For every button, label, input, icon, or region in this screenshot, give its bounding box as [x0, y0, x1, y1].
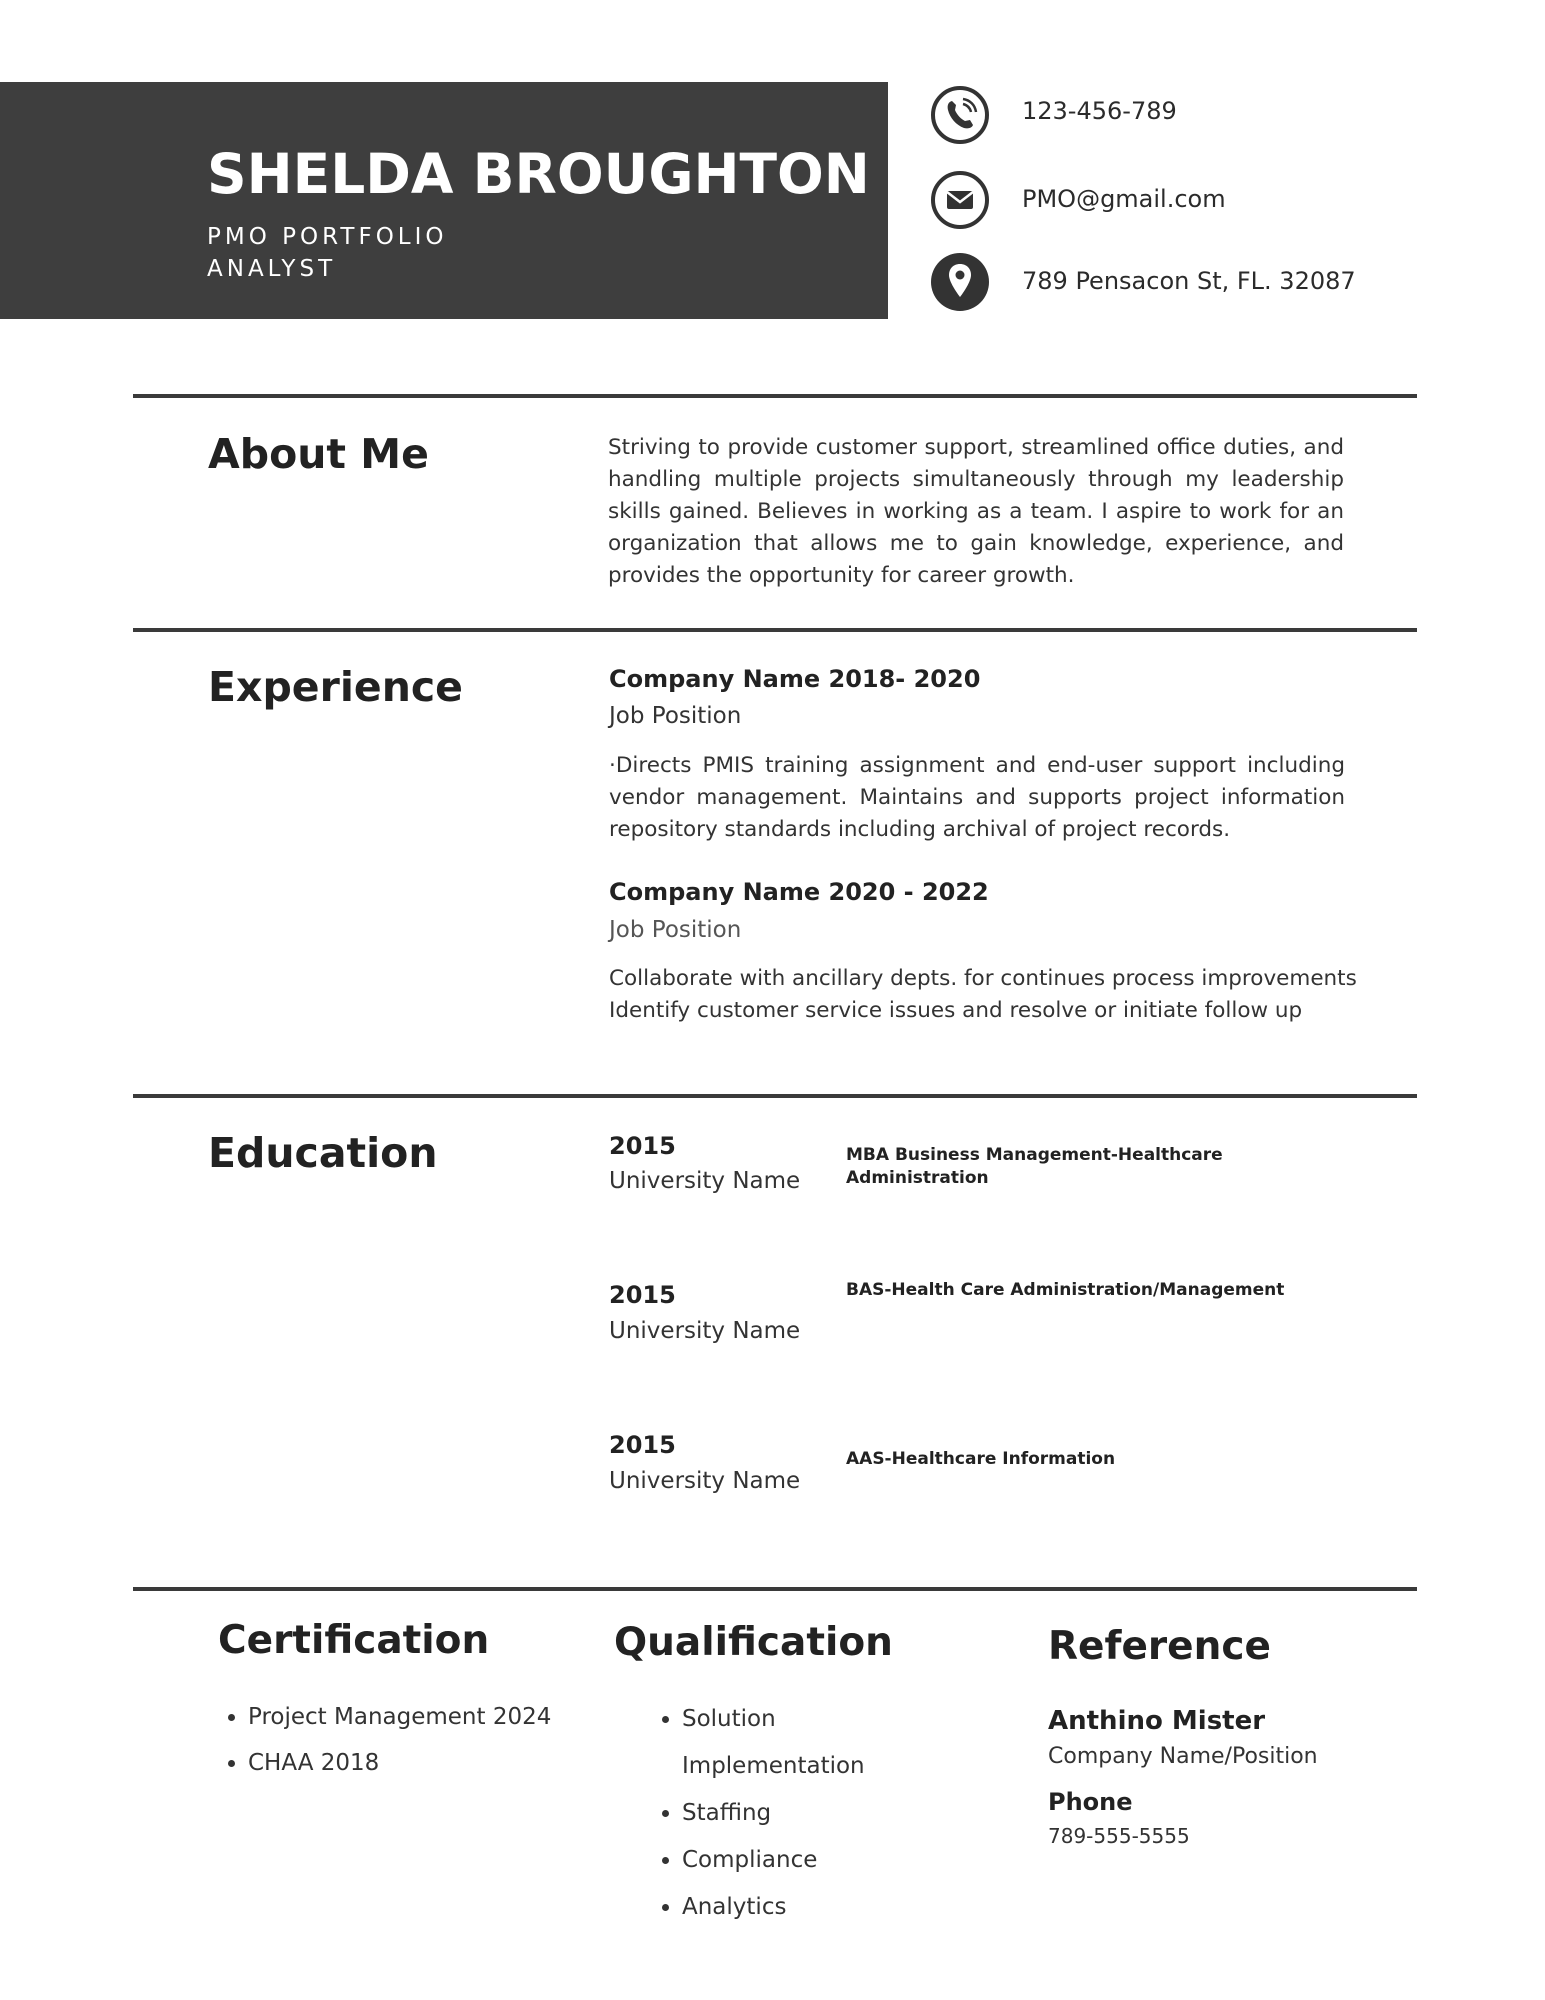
phone-icon: [930, 85, 990, 145]
education-degree: BAS-Health Care Administration/Management: [846, 1280, 1285, 1300]
reference-name: Anthino Mister: [1048, 1706, 1266, 1736]
qualification-item: • Staffing: [682, 1790, 952, 1837]
contact-email: PMO@gmail.com: [1022, 185, 1226, 213]
job-title-line-1: PMO PORTFOLIO: [207, 224, 448, 250]
experience-heading: Experience: [208, 663, 463, 711]
qualification-heading: Qualification: [614, 1620, 893, 1665]
education-university: University Name: [609, 1318, 801, 1344]
education-year: 2015: [609, 1431, 676, 1459]
reference-phone-label: Phone: [1048, 1788, 1133, 1816]
job-position: Job Position: [609, 703, 742, 729]
job-position: Job Position: [609, 917, 742, 943]
job-company: Company Name 2018- 2020: [609, 665, 981, 693]
education-university: University Name: [609, 1168, 801, 1194]
reference-heading: Reference: [1048, 1624, 1271, 1669]
job-description: ·Directs PMIS training assignment and end-user support including vendor management. Maintains and supports project information repository standards including archival of project records.: [609, 753, 1345, 842]
qualification-item-continuation: Implementation: [682, 1753, 865, 1779]
about-text: Striving to provide customer support, streamlined office duties, and handling multiple projects simultaneously through my leadership skills gained. Believes in working as a team. I aspire to work for an organization that allows me to gain knowledge, experience, and provides the opportunity for career growth.: [608, 435, 1344, 588]
certification-item: • CHAA 2018: [248, 1740, 578, 1786]
qualification-item-text: Solution: [682, 1706, 776, 1732]
contact-phone: 123-456-789: [1022, 97, 1177, 125]
qualification-item: • Analytics: [682, 1884, 952, 1931]
qualification-item: [682, 1696, 952, 1790]
certification-heading: Certification: [218, 1618, 490, 1663]
education-university: University Name: [609, 1468, 801, 1494]
envelope-icon: [930, 170, 990, 230]
qualification-list: [652, 1696, 952, 1931]
location-pin-icon: [930, 252, 990, 312]
section-divider: [133, 628, 1417, 632]
education-year: 2015: [609, 1281, 676, 1309]
reference-phone: 789-555-5555: [1048, 1824, 1190, 1848]
job-title-line-2: ANALYST: [207, 256, 337, 282]
job-description-line: Identify customer service issues and resolve or initiate follow up: [609, 998, 1303, 1023]
section-divider: [133, 1094, 1417, 1098]
section-divider: [133, 394, 1417, 398]
contact-address: 789 Pensacon St, FL. 32087: [1022, 267, 1356, 295]
certification-list: [218, 1694, 578, 1786]
education-degree: AAS-Healthcare Information: [846, 1449, 1116, 1469]
candidate-name: SHELDA BROUGHTON: [207, 142, 870, 206]
section-divider: [133, 1587, 1417, 1591]
education-degree: MBA Business Management-Healthcare Administration: [846, 1145, 1223, 1188]
job-company: Company Name 2020 - 2022: [609, 878, 989, 906]
certification-item: • Project Management 2024: [248, 1694, 578, 1740]
education-heading: Education: [208, 1129, 438, 1177]
reference-company: Company Name/Position: [1048, 1744, 1318, 1769]
job-description-line: Collaborate with ancillary depts. for continues process improvements: [609, 966, 1357, 991]
education-year: 2015: [609, 1132, 676, 1160]
about-heading: About Me: [208, 430, 429, 478]
qualification-item: • Compliance: [682, 1837, 952, 1884]
